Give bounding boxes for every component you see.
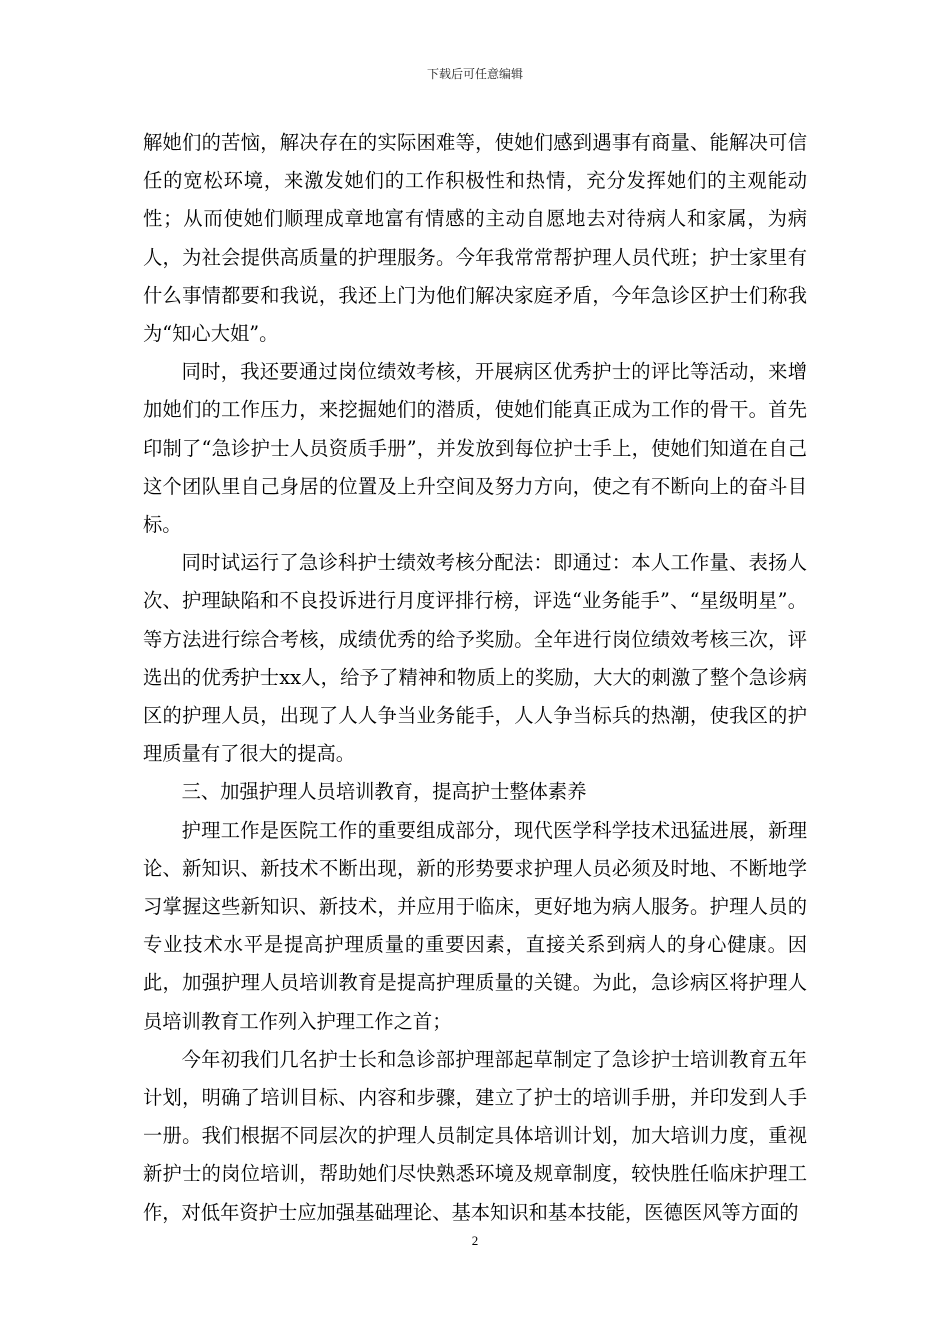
paragraph-5: 今年初我们几名护士长和急诊部护理部起草制定了急诊护士培训教育五年计划，明确了培训目标、内容和步骤，建立了护士的培训手册，并印发到人手一册。我们根据不同层次的护理人员制定具体培训计划，加大培训力度，重视新护士的岗位培训，帮助她们尽快熟悉环境及规章制度，较快胜任临床护理工作，对低年资护士应加强基础理论、基本知识和基本技能，医德医风等方面的 <box>143 1047 807 1224</box>
paragraph-4: 护理工作是医院工作的重要组成部分，现代医学科学技术迅猛进展，新理论、新知识、新技术不断出现，新的形势要求护理人员必须及时地、不断地学习掌握这些新知识、新技术，并应用于临床，更好地为病人服务。护理人员的专业技术水平是提高护理质量的重要因素，直接关系到病人的身心健康。因此，加强护理人员培训教育是提高护理质量的关键。为此，急诊病区将护理人员培训教育工作列入护理工作之首； <box>143 818 807 1033</box>
paragraph-1: 解她们的苦恼，解决存在的实际困难等，使她们感到遇事有商量、能解决可信任的宽松环境，来激发她们的工作积极性和热情，充分发挥她们的主观能动性；从而使她们顺理成章地富有情感的主动自愿地去对待病人和家属，为病人，为社会提供高质量的护理服务。今年我常常帮护理人员代班；护士家里有什么事情都要和我说，我还上门为他们解决家庭矛盾，今年急诊区护士们称我为“知心大姐”。 <box>143 131 807 346</box>
page-header: 下载后可任意编辑 <box>426 67 523 81</box>
paragraph-2: 同时，我还要通过岗位绩效考核，开展病区优秀护士的评比等活动，来增加她们的工作压力，来挖掘她们的潜质，使她们能真正成为工作的骨干。首先印制了“急诊护士人员资质手册”，并发放到每位护士手上，使她们知道在自己这个团队里自己身居的位置及上升空间及努力方向，使之有不断向上的奋斗目标。 <box>143 360 807 537</box>
paragraph-3: 同时试运行了急诊科护士绩效考核分配法：即通过：本人工作量、表扬人次、护理缺陷和不良投诉进行月度评排行榜，评选“业务能手”、“星级明星”。等方法进行综合考核，成绩优秀的给予奖励。全年进行岗位绩效考核三次，评选出的优秀护士xx人，给予了精神和物质上的奖励，大大的刺激了整个急诊病区的护理人员，出现了人人争当业务能手，人人争当标兵的热潮，使我区的护理质量有了很大的提高。 <box>143 551 807 766</box>
page-number: 2 <box>471 1233 479 1248</box>
document-body <box>143 124 807 1232</box>
section-heading: 三、加强护理人员培训教育，提高护士整体素养 <box>181 780 587 804</box>
